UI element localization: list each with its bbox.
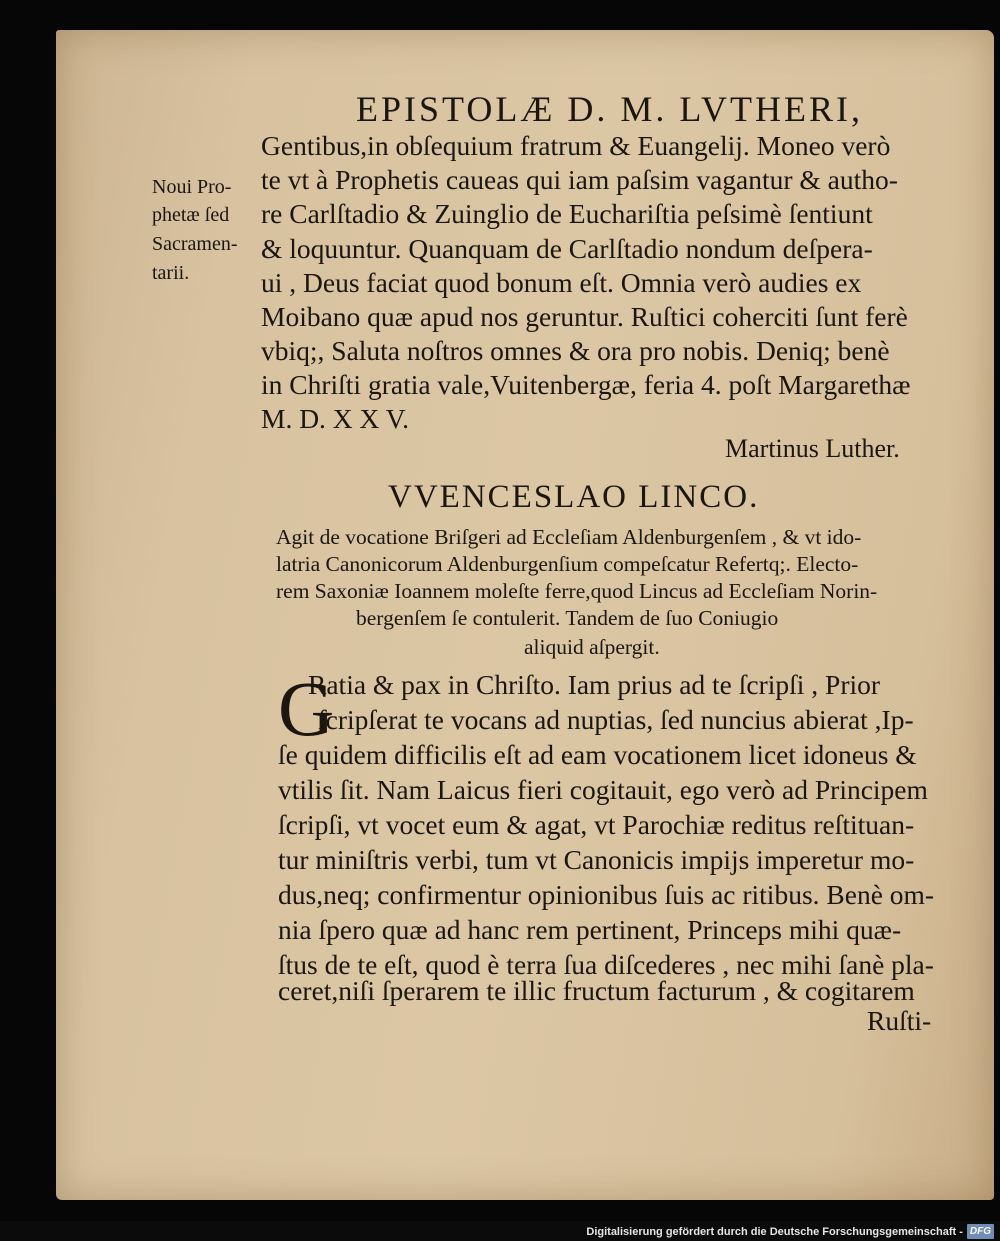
letter-line: Gentibus,in obſequium fratrum & Euangelij. Moneo verò bbox=[261, 130, 891, 161]
letter-line: Ratia & pax in Chriſto. Iam prius ad te ſcripſi , Prior bbox=[308, 669, 881, 700]
letter-line: vbiq;, Saluta noſtros omnes & ora pro nobis. Deniq; benè bbox=[261, 335, 890, 366]
argument-line: Agit de vocatione Briſgeri ad Eccleſiam Aldenburgenſem , & vt ido- bbox=[276, 525, 862, 549]
letter-line: dus,neq; confirmentur opinionibus ſuis ac ritibus. Benè om- bbox=[278, 879, 935, 910]
running-head: EPISTOLÆ D. M. LVTHERI, bbox=[356, 89, 864, 129]
letter-line: & loquuntur. Quanquam de Carlſtadio nondum deſpera- bbox=[261, 233, 873, 264]
digitization-credit bbox=[586, 1222, 994, 1241]
letter-line: ſe quidem difficilis eſt ad eam vocationem licet idoneus & bbox=[278, 739, 917, 770]
signature: Martinus Luther. bbox=[725, 434, 900, 463]
margin-note-line: tarii. bbox=[152, 262, 190, 284]
letter-line: nia ſpero quæ ad hanc rem pertinent, Princeps mihi quæ- bbox=[278, 914, 902, 945]
book-page bbox=[56, 30, 994, 1200]
argument-line: bergenſem ſe contulerit. Tandem de ſuo Coniugio bbox=[356, 606, 779, 630]
margin-note-line: Noui Pro- bbox=[152, 176, 232, 198]
letter-line: ſcripſerat te vocans ad nuptias, ſed nuncius abierat ,Ip- bbox=[318, 704, 914, 735]
letter-line: ui , Deus faciat quod bonum eſt. Omnia verò audies ex bbox=[261, 267, 862, 298]
letter-heading: VVENCESLAO LINCO. bbox=[388, 479, 760, 515]
catchword: Ruſti- bbox=[867, 1005, 932, 1036]
credit-text: Digitalisierung gefördert durch die Deutsche Forschungsgemeinschaft - bbox=[586, 1225, 963, 1238]
argument-line: rem Saxoniæ Ioannem moleſte ferre,quod Lincus ad Eccleſiam Norin- bbox=[276, 579, 878, 603]
margin-note-line: Sacramen- bbox=[152, 233, 238, 255]
dfg-logo: DFG bbox=[967, 1224, 994, 1239]
drop-cap-initial: G bbox=[278, 665, 335, 752]
argument-line: latria Canonicorum Aldenburgenſium compeſcatur Refertq;. Electo- bbox=[276, 552, 859, 576]
letter-line: ceret,niſi ſperarem te illic fructum facturum , & cogitarem bbox=[278, 975, 915, 1006]
letter-line: te vt à Prophetis caueas qui iam paſsim vagantur & autho- bbox=[261, 164, 898, 195]
letter-line: ſtus de te eſt, quod è terra ſua diſcederes , nec mihi ſanè pla- bbox=[278, 949, 934, 980]
letter-line: Moibano quæ apud nos geruntur. Ruſtici coherciti ſunt ferè bbox=[261, 301, 908, 332]
letter-line: re Carlſtadio & Zuinglio de Euchariſtia peſsimè ſentiunt bbox=[261, 198, 873, 229]
margin-note-line: phetæ ſed bbox=[152, 204, 230, 226]
letter-line: in Chriſti gratia vale,Vuitenbergæ, feria 4. poſt Margarethæ bbox=[261, 369, 911, 400]
argument-line: aliquid aſpergit. bbox=[524, 635, 660, 659]
letter-line: vtilis ſit. Nam Laicus fieri cogitauit, ego verò ad Principem bbox=[278, 774, 928, 805]
letter-line: M. D. X X V. bbox=[261, 403, 409, 434]
letter-line: tur miniſtris verbi, tum vt Canonicis impijs imperetur mo- bbox=[278, 844, 915, 875]
letter-line: ſcripſi, vt vocet eum & agat, vt Parochiæ reditus reſtituan- bbox=[278, 809, 915, 840]
